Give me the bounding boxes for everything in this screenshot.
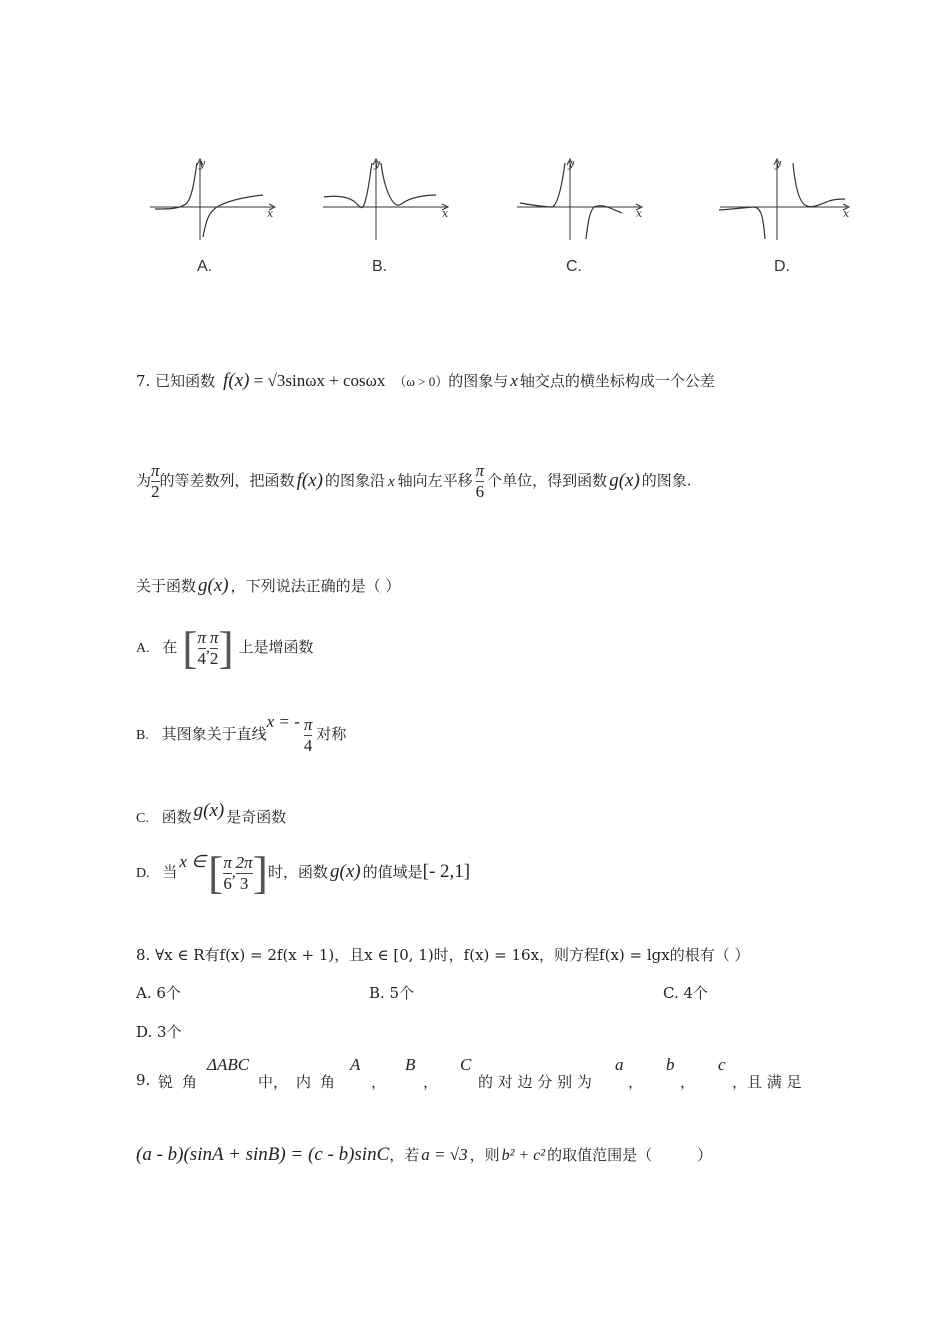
q9-angle-b: B (405, 1055, 416, 1074)
q7-option-a[interactable]: A. 在 [ $\frac{\pi}{4}$ , $\frac{\pi}{2}$ ] 上是增函数 (136, 622, 314, 673)
q9-word-jiao: 角 (182, 1073, 198, 1091)
q8-option-c[interactable]: C. 4个 (663, 984, 709, 1002)
q9-side-c: c (718, 1055, 726, 1074)
q7-line2: 为 $\frac{\pi}{2}$ 的等差数列，把函数 f(x) 的图象沿 x 轴向左平移 $\frac{\pi}{6}$ 个单位，得到函数 g(x) 的图象. (136, 461, 692, 501)
q9-triangle: ΔABC (207, 1055, 250, 1074)
q9-comma-1: ， (371, 1073, 387, 1091)
q9-number: 9. (136, 1071, 151, 1089)
q9-comma-4: ， (680, 1073, 696, 1091)
axis-x-label: x (267, 207, 274, 220)
svg-text:x: x (442, 207, 449, 220)
q9-zhong: 中， (258, 1073, 289, 1091)
q9-nei: 内 (296, 1073, 312, 1091)
graph-d (715, 155, 855, 245)
q9-angle-a: A (350, 1055, 361, 1074)
graph-a (145, 155, 280, 245)
graph-b (318, 155, 453, 245)
q7-line1: 7. 已知函数 f(x) = √3sinωx + cosωx （ω > 0）的图象与 x 轴交点的横坐标构成一个公差 (136, 370, 715, 391)
svg-text:y: y (568, 157, 575, 170)
q8-stem: 8. ∀x ∈ R有f(x) = 2f(x + 1)，且x ∈ [0, 1)时，f(x) = 16x，则方程f(x) = lgx的根有（ ） (136, 946, 750, 964)
q9-word-rui: 锐 (158, 1073, 174, 1091)
q9-line2: (a - b)(sinA + sinB) = (c - b)sinC，若 a = √3 ，则 b² + c² 的取值范围是（ ） (136, 1144, 713, 1165)
q7-option-b[interactable]: B. 其图象关于直线x = - $\frac{\pi}{4}$ 对称 (136, 712, 347, 755)
q9-comma-2: ， (423, 1073, 439, 1091)
q7-option-c[interactable]: C. 函数 g(x) 是奇函数 (136, 800, 287, 826)
q9-jiao2: 角 (320, 1073, 336, 1091)
svg-text:y: y (374, 157, 381, 170)
q9-end1: ，且 满 足 (732, 1073, 802, 1091)
q7-option-d[interactable]: D. 当x ∈[ $\frac{\pi}{6}$ , $\frac{2\pi}{3}$ ]时，函数 g(x) 的值域是[- 2,1] (136, 847, 471, 898)
graph-label-b: B. (372, 258, 388, 275)
graph-label-d: D. (774, 258, 790, 275)
svg-text:x: x (636, 207, 643, 220)
q7-line3: 关于函数 g(x) ，下列说法正确的是（ ） (136, 575, 401, 596)
q9-side-b: b (666, 1055, 675, 1074)
q9-angle-c: C (460, 1055, 472, 1074)
q8-option-b[interactable]: B. 5个 (369, 984, 415, 1002)
svg-text:y: y (775, 157, 782, 170)
q9-side-a: a (615, 1055, 624, 1074)
axis-y-label: y (199, 157, 206, 170)
q8-option-a[interactable]: A. 6个 (136, 984, 181, 1002)
q8-option-d[interactable]: D. 3个 (136, 1023, 182, 1041)
svg-text:x: x (843, 207, 850, 220)
graph-label-c: C. (566, 258, 582, 275)
graph-label-a: A. (197, 258, 213, 275)
graph-c (512, 155, 647, 245)
q9-mid: 的 对 边 分 别 为 (478, 1073, 592, 1091)
q9-comma-3: ， (628, 1073, 644, 1091)
